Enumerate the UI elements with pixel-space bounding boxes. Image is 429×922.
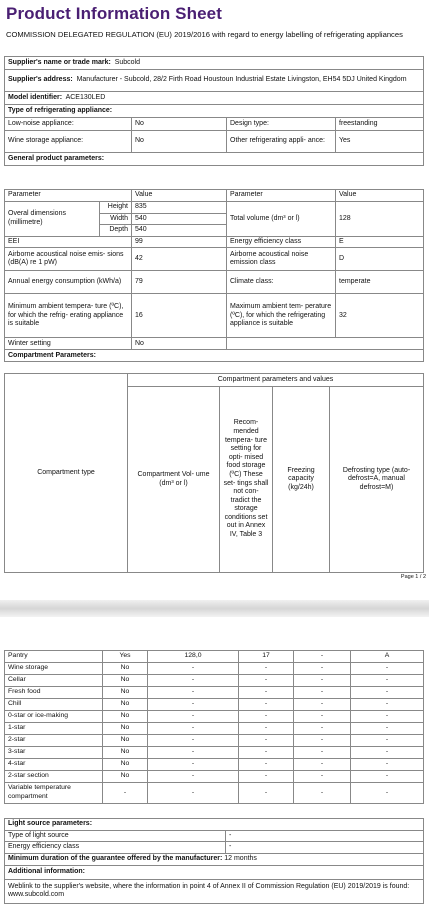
compartment-name: Pantry	[5, 651, 103, 663]
model-label: Model identifier:	[8, 93, 63, 101]
eei-label: EEI	[5, 236, 132, 248]
supplier-name-label: Supplier's name or trade mark:	[8, 58, 111, 66]
compartment-freeze: -	[294, 735, 351, 747]
guarantee-value: 12 months	[224, 854, 257, 862]
compartment-name: Fresh food	[5, 687, 103, 699]
total-volume-value: 128	[336, 202, 424, 237]
design-type-value: freestanding	[336, 118, 424, 131]
page-separator	[0, 600, 429, 617]
compartment-row	[5, 783, 424, 804]
height-label: Height	[100, 202, 132, 214]
other-value: Yes	[336, 131, 424, 153]
compartment-volume: -	[148, 735, 239, 747]
page-2	[0, 617, 429, 922]
compartment-defrost: -	[351, 723, 424, 735]
compartment-volume: -	[148, 687, 239, 699]
supplier-address: Manufacturer - Subcold, 28/2 Firth Road Houstoun Industrial Estate Livingston, EH54 5DJ United Kingdom	[76, 76, 407, 84]
depth-value: 540	[132, 225, 227, 237]
compartment-freeze: -	[294, 747, 351, 759]
compartment-row	[5, 675, 424, 687]
comp-params-values: Compartment parameters and values	[128, 374, 424, 387]
compartment-name: 2-star section	[5, 771, 103, 783]
weblink-row	[5, 879, 424, 903]
compartment-temp: -	[239, 759, 294, 771]
compartment-freeze: -	[294, 651, 351, 663]
compartment-name: 2-star	[5, 735, 103, 747]
compartment-row	[5, 759, 424, 771]
compartment-defrost: -	[351, 771, 424, 783]
compartment-present: -	[103, 783, 148, 804]
compartment-temp: -	[239, 699, 294, 711]
compartment-freeze: -	[294, 687, 351, 699]
compartment-row	[5, 651, 424, 663]
defrost-header: Defrosting type (auto-defrost=A, manual defrost=M)	[330, 387, 424, 573]
noise-class-label: Airborne acoustical noise emission class	[227, 248, 336, 271]
compartment-defrost: -	[351, 687, 424, 699]
compartment-row	[5, 747, 424, 759]
compartment-temp: -	[239, 771, 294, 783]
compartment-name: Wine storage	[5, 663, 103, 675]
light-type-label: Type of light source	[5, 830, 226, 842]
type-heading: Type of refrigerating appliance:	[5, 105, 424, 118]
compartment-present: No	[103, 747, 148, 759]
compartment-defrost: -	[351, 735, 424, 747]
compartment-row	[5, 699, 424, 711]
eei-value: 99	[132, 236, 227, 248]
ee-class-value: E	[336, 236, 424, 248]
compartment-name: Variable temperature compartment	[5, 783, 103, 804]
winter-value: No	[132, 338, 227, 350]
compartment-volume: 128,0	[148, 651, 239, 663]
compartment-defrost: -	[351, 675, 424, 687]
compartment-temp: -	[239, 783, 294, 804]
depth-label: Depth	[100, 225, 132, 237]
value-header-2: Value	[336, 190, 424, 202]
compartment-name: Chill	[5, 699, 103, 711]
low-noise-label: Low-noise appliance:	[5, 118, 132, 131]
model-identifier: ACE130LED	[65, 93, 106, 101]
compartment-temp: -	[239, 675, 294, 687]
compartment-name: Cellar	[5, 675, 103, 687]
compartment-freeze: -	[294, 783, 351, 804]
compartment-temp: 17	[239, 651, 294, 663]
compartment-temp: -	[239, 687, 294, 699]
compartment-freeze: -	[294, 663, 351, 675]
compartment-volume: -	[148, 783, 239, 804]
compartment-freeze: -	[294, 723, 351, 735]
compartment-present: No	[103, 771, 148, 783]
compartment-row	[5, 687, 424, 699]
regulation-text: COMMISSION DELEGATED REGULATION (EU) 2019/2016 with regard to energy labelling of refrigerating appliances	[6, 30, 403, 39]
compartment-table	[4, 650, 424, 804]
dims-label: Overal dimensions (millimetre)	[5, 202, 100, 237]
compartment-row	[5, 711, 424, 723]
compartment-defrost: -	[351, 747, 424, 759]
guarantee-label: Minimum duration of the guarantee offered by the manufacturer:	[8, 854, 223, 862]
compartment-row	[5, 735, 424, 747]
other-label: Other refrigerating appli- ance:	[227, 131, 336, 153]
comp-type-header: Compartment type	[5, 374, 128, 573]
compartment-present: No	[103, 699, 148, 711]
climate-value: temperate	[336, 271, 424, 294]
compartment-freeze: -	[294, 675, 351, 687]
supplier-address-row	[5, 70, 424, 92]
comp-volume-header: Compartment Vol- ume (dm³ or l)	[128, 387, 220, 573]
compartment-volume: -	[148, 675, 239, 687]
compartment-name: 4-star	[5, 759, 103, 771]
compartment-volume: -	[148, 723, 239, 735]
compartment-temp: -	[239, 663, 294, 675]
supplier-address-label: Supplier's address:	[8, 76, 73, 84]
climate-label: Climate class:	[227, 271, 336, 294]
compartment-present: Yes	[103, 651, 148, 663]
compartment-name: 3-star	[5, 747, 103, 759]
compartment-temp: -	[239, 735, 294, 747]
general-heading: General product parameters:	[5, 153, 424, 166]
light-heading: Light source parameters:	[5, 819, 424, 831]
light-type-value: -	[226, 830, 424, 842]
compartment-header-table	[4, 373, 424, 573]
compartment-present: No	[103, 663, 148, 675]
height-value: 835	[132, 202, 227, 214]
compartment-volume: -	[148, 699, 239, 711]
page-title: Product Information Sheet	[6, 4, 222, 23]
supplier-table	[4, 56, 424, 166]
light-class-value: -	[226, 842, 424, 854]
annual-value: 79	[132, 271, 227, 294]
compartment-present: No	[103, 687, 148, 699]
wine-value: No	[132, 131, 227, 153]
compartment-temp: -	[239, 747, 294, 759]
compartment-present: No	[103, 711, 148, 723]
light-table	[4, 818, 424, 904]
annual-label: Annual energy consumption (kWh/a)	[5, 271, 132, 294]
compartment-present: No	[103, 735, 148, 747]
wine-label: Wine storage appliance:	[5, 131, 132, 153]
general-params-table	[4, 189, 424, 362]
min-temp-label: Minimum ambient tempera- ture (ºC), for which the refrig- erating appliance is suitable	[5, 294, 132, 338]
compartment-name: 1-star	[5, 723, 103, 735]
param-header-2: Parameter	[227, 190, 336, 202]
compartment-present: No	[103, 675, 148, 687]
supplier-name-row	[5, 57, 424, 70]
compartment-row	[5, 723, 424, 735]
compartment-row	[5, 771, 424, 783]
compartment-present: No	[103, 759, 148, 771]
rec-temp-header: Recom- mended tempera- ture setting for opti- mised food storage (ºC) These set- tings shall not con- tradict the storage conditions set out in Annex IV, Table 3	[220, 387, 273, 573]
width-value: 540	[132, 213, 227, 225]
compartment-heading: Compartment Parameters:	[5, 350, 424, 362]
noise-class-value: D	[336, 248, 424, 271]
noise-label: Airborne acoustical noise emis- sions (dB(A) re 1 pW)	[5, 248, 132, 271]
noise-value: 42	[132, 248, 227, 271]
compartment-freeze: -	[294, 759, 351, 771]
compartment-volume: -	[148, 663, 239, 675]
compartment-defrost: -	[351, 711, 424, 723]
compartment-volume: -	[148, 711, 239, 723]
freezing-header: Freezing capacity (kg/24h)	[273, 387, 330, 573]
compartment-freeze: -	[294, 771, 351, 783]
compartment-volume: -	[148, 771, 239, 783]
compartment-defrost: -	[351, 759, 424, 771]
value-header: Value	[132, 190, 227, 202]
winter-label: Winter setting	[5, 338, 132, 350]
compartment-freeze: -	[294, 699, 351, 711]
compartment-volume: -	[148, 759, 239, 771]
compartment-defrost: -	[351, 699, 424, 711]
max-temp-label: Maximum ambient tem- perature (ºC), for which the refrigerating appliance is suitable	[227, 294, 336, 338]
compartment-present: No	[103, 723, 148, 735]
compartment-temp: -	[239, 711, 294, 723]
compartment-name: 0-star or ice-making	[5, 711, 103, 723]
compartment-temp: -	[239, 723, 294, 735]
max-temp-value: 32	[336, 294, 424, 338]
low-noise-value: No	[132, 118, 227, 131]
width-label: Width	[100, 213, 132, 225]
compartment-freeze: -	[294, 711, 351, 723]
additional-heading: Additional information:	[5, 865, 424, 879]
empty-cell	[227, 338, 424, 350]
design-type-label: Design type:	[227, 118, 336, 131]
page-number: Page 1 / 2	[400, 574, 426, 580]
guarantee-row	[5, 853, 424, 865]
ee-class-label: Energy efficiency class	[227, 236, 336, 248]
compartment-defrost: A	[351, 651, 424, 663]
min-temp-value: 16	[132, 294, 227, 338]
weblink[interactable]: www.subcold.com	[8, 891, 65, 899]
model-row	[5, 92, 424, 105]
compartment-defrost: -	[351, 783, 424, 804]
param-header: Parameter	[5, 190, 132, 202]
supplier-name: Subcold	[114, 58, 140, 66]
total-volume-label: Total volume (dm³ or l)	[227, 202, 336, 237]
compartment-row	[5, 663, 424, 675]
light-class-label: Energy efficiency class	[5, 842, 226, 854]
compartment-volume: -	[148, 747, 239, 759]
compartment-defrost: -	[351, 663, 424, 675]
weblink-text: Weblink to the supplier's website, where the information in point 4 of Annex II of Commission Regulation (EU) 2019/2019 is found:	[8, 882, 410, 890]
